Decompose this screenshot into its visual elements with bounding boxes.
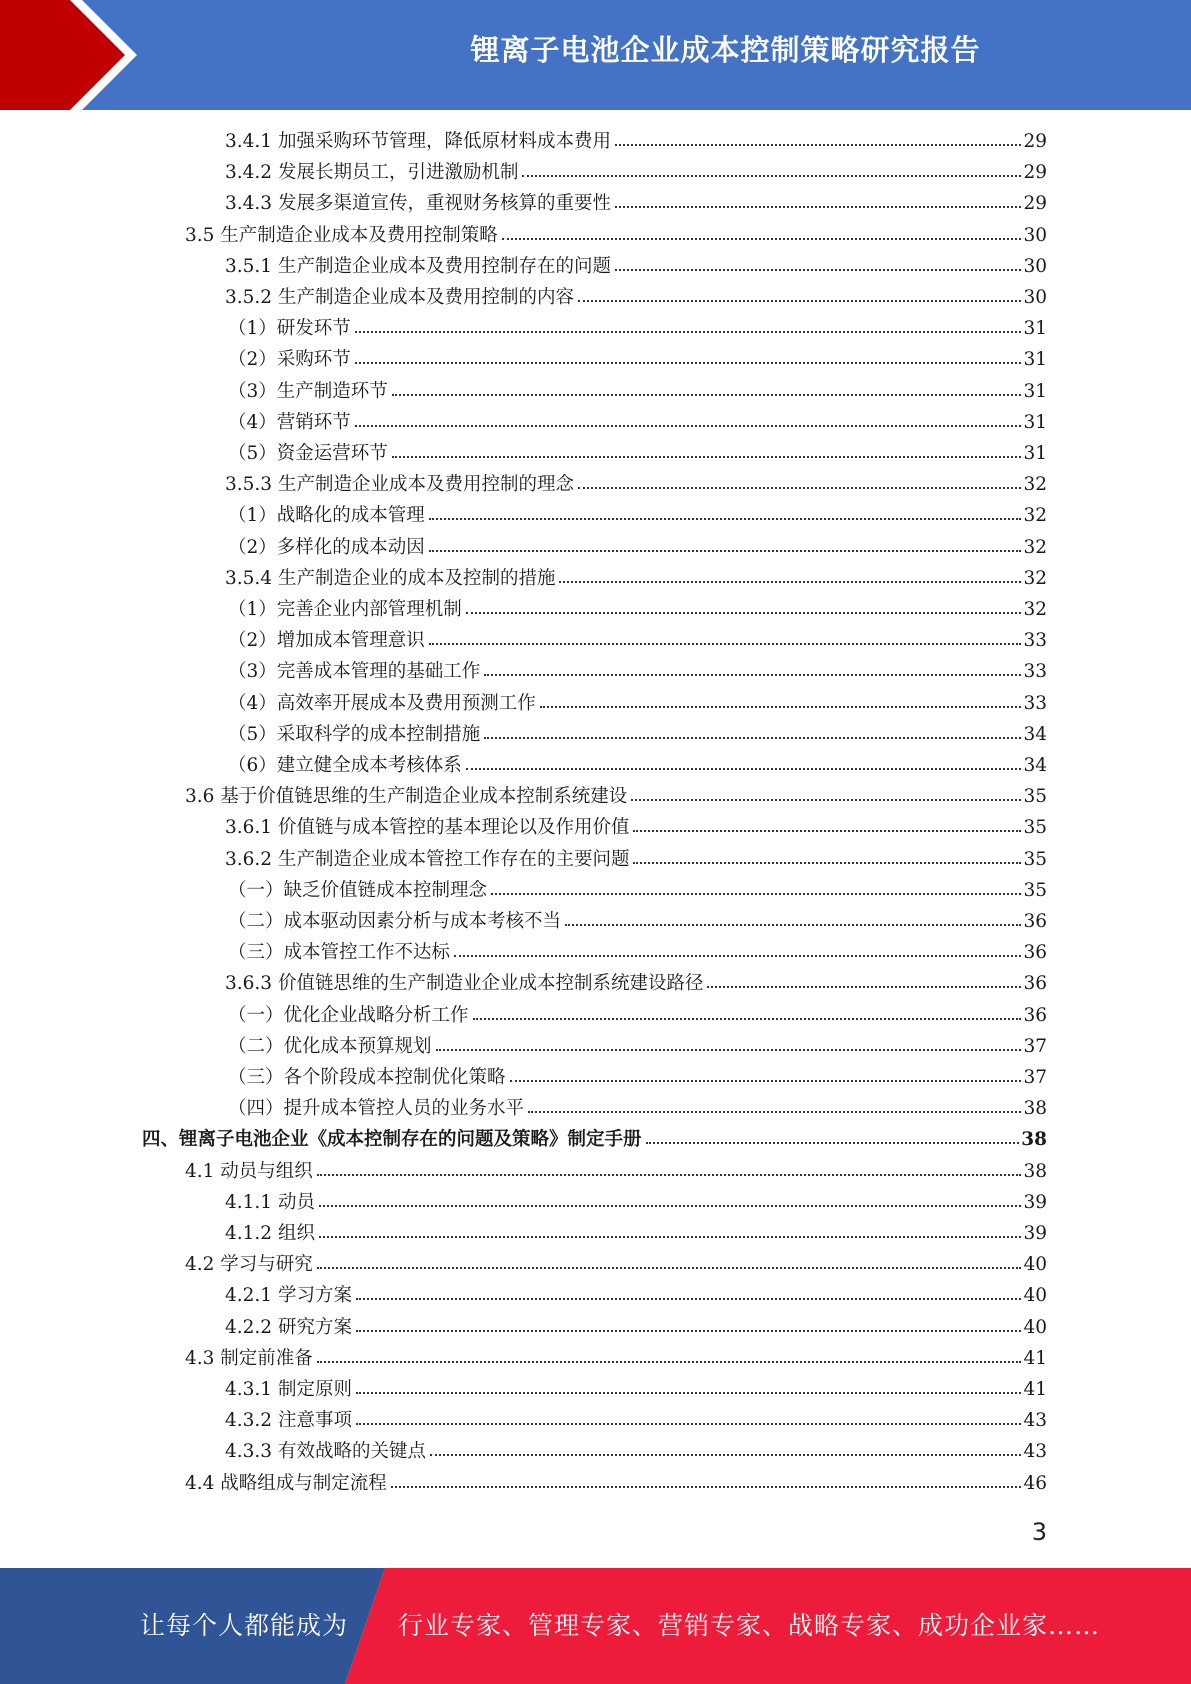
dot-leader	[578, 300, 1021, 302]
dot-leader	[317, 1267, 1022, 1269]
toc-entry[interactable]	[225, 564, 1047, 595]
toc-entry-title: （6）建立健全成本考核体系	[228, 755, 462, 776]
toc-entry-page: 30	[1023, 287, 1047, 308]
toc-entry[interactable]	[228, 1032, 1047, 1063]
report-title: 锂离子电池企业成本控制策略研究报告	[470, 33, 981, 67]
dot-leader	[484, 737, 1021, 739]
toc-entry[interactable]	[225, 1219, 1047, 1250]
toc-entry[interactable]	[228, 907, 1047, 938]
toc-entry[interactable]	[185, 1469, 1047, 1500]
toc-entry-title: （5）资金运营环节	[228, 443, 388, 464]
toc-entry[interactable]	[185, 782, 1047, 813]
toc-entry[interactable]	[228, 314, 1047, 345]
toc-entry-page: 38	[1021, 1129, 1047, 1151]
toc-entry[interactable]	[225, 845, 1047, 876]
dot-leader	[615, 144, 1021, 146]
dot-leader	[559, 581, 1021, 583]
page-header	[0, 0, 1191, 110]
toc-entry-title: 4.2.1 学习方案	[225, 1285, 352, 1307]
toc-entry-page: 36	[1023, 911, 1047, 932]
toc-entry-title: （四）提升成本管控人员的业务水平	[228, 1098, 525, 1120]
toc-entry-title: 4.1.2 组织	[225, 1223, 315, 1244]
toc-entry-title: 4.3.1 制定原则	[225, 1379, 352, 1400]
toc-entry-page: 37	[1023, 1035, 1047, 1057]
toc-entry[interactable]	[225, 189, 1047, 220]
dot-leader	[540, 706, 1022, 708]
toc-entry[interactable]	[228, 876, 1047, 907]
dot-leader	[392, 456, 1022, 458]
toc-entry-page: 30	[1023, 224, 1047, 246]
toc-entry-title: （二）成本驱动因素分析与成本考核不当	[228, 911, 562, 932]
toc-entry-title: 4.2.2 研究方案	[225, 1316, 352, 1338]
toc-entry-title: （2）采购环节	[228, 349, 351, 371]
toc-entry-title: 3.6.2 生产制造企业成本管控工作存在的主要问题	[225, 848, 630, 870]
toc-entry[interactable]	[228, 938, 1047, 969]
toc-entry-page: 38	[1023, 1160, 1047, 1182]
toc-entry-page: 43	[1023, 1410, 1047, 1432]
toc-entry-title: （三）各个阶段成本控制优化策略	[228, 1067, 506, 1088]
dot-leader	[356, 1298, 1022, 1300]
dot-leader	[473, 1018, 1022, 1020]
toc-entry-page: 29	[1023, 162, 1047, 184]
toc-entry-page: 35	[1023, 848, 1047, 870]
toc-entry-title: （3）完善成本管理的基础工作	[228, 661, 481, 683]
toc-entry-page: 39	[1023, 1223, 1047, 1244]
toc-entry[interactable]	[225, 158, 1047, 189]
toc-entry-title: （1）战略化的成本管理	[228, 505, 425, 527]
toc-entry-title: 3.5.3 生产制造企业成本及费用控制的理念	[225, 474, 574, 496]
page-footer	[0, 1568, 1191, 1684]
toc-entry[interactable]	[225, 1437, 1047, 1468]
toc-entry-title: 3.5.1 生产制造企业成本及费用控制存在的问题	[225, 255, 611, 277]
dot-leader	[391, 1486, 1022, 1488]
red-chevron-icon	[0, 0, 160, 110]
toc-entry-title: 4.2 学习与研究	[185, 1254, 313, 1276]
toc-entry-page: 36	[1023, 1004, 1047, 1026]
toc-entry[interactable]	[225, 1375, 1047, 1406]
toc-entry-title: 4.3.3 有效战略的关键点	[225, 1441, 426, 1463]
toc-entry[interactable]	[228, 595, 1047, 626]
dot-leader	[528, 1111, 1021, 1113]
toc-entry[interactable]	[225, 969, 1047, 1000]
dot-leader	[633, 862, 1021, 864]
toc-entry-page: 32	[1023, 567, 1047, 589]
dot-leader	[646, 1142, 1020, 1144]
toc-entry[interactable]	[228, 626, 1047, 657]
dot-leader	[615, 206, 1021, 208]
toc-entry-page: 31	[1023, 380, 1047, 402]
toc-entry-title: 3.5.2 生产制造企业成本及费用控制的内容	[225, 287, 574, 308]
toc-entry-title: 3.6.3 价值链思维的生产制造业企业成本控制系统建设路径	[225, 973, 704, 995]
toc-entry-page: 30	[1023, 255, 1047, 277]
toc-entry[interactable]	[228, 751, 1047, 782]
dot-leader	[522, 175, 1021, 177]
toc-entry[interactable]	[185, 1157, 1047, 1188]
toc-entry[interactable]	[228, 345, 1047, 376]
toc-entry-title: 3.4.2 发展长期员工，引进激励机制	[225, 162, 519, 184]
toc-entry-page: 32	[1023, 599, 1047, 620]
dot-leader	[466, 768, 1022, 770]
toc-entry-page: 29	[1023, 131, 1047, 152]
dot-leader	[633, 830, 1021, 832]
page-number: 3	[1031, 1518, 1047, 1546]
toc-entry[interactable]	[228, 720, 1047, 751]
toc-entry[interactable]	[185, 1250, 1047, 1281]
toc-entry-title: （一）优化企业战略分析工作	[228, 1004, 469, 1026]
toc-entry-page: 36	[1023, 973, 1047, 995]
toc-entry-page: 40	[1023, 1285, 1047, 1307]
dot-leader	[355, 425, 1022, 427]
dot-leader	[392, 394, 1022, 396]
toc-entry-title: 4.4 战略组成与制定流程	[185, 1472, 387, 1494]
toc-entry[interactable]	[225, 813, 1047, 844]
dot-leader	[430, 1454, 1021, 1456]
toc-entry-page: 43	[1023, 1441, 1047, 1463]
toc-entry[interactable]	[225, 1188, 1047, 1219]
toc-entry-title: （4）高效率开展成本及费用预测工作	[228, 692, 536, 714]
toc-entry-page: 36	[1023, 942, 1047, 964]
toc-entry-title: 4.3 制定前准备	[185, 1347, 313, 1369]
toc-entry-page: 41	[1023, 1347, 1047, 1369]
dot-leader	[317, 1361, 1022, 1363]
toc-entry-page: 29	[1023, 193, 1047, 215]
dot-leader	[355, 362, 1022, 364]
toc-entry[interactable]	[225, 283, 1047, 314]
toc-entry-page: 33	[1023, 661, 1047, 683]
toc-entry[interactable]	[225, 470, 1047, 501]
footer-slogan-right: 行业专家、管理专家、营销专家、战略专家、成功企业家……	[398, 1611, 1101, 1640]
toc-entry[interactable]	[225, 1313, 1047, 1344]
toc-entry-title: 4.3.2 注意事项	[225, 1410, 352, 1432]
dot-leader	[510, 1080, 1022, 1082]
toc-entry-title: （2）多样化的成本动因	[228, 536, 425, 558]
toc-entry-page: 34	[1023, 755, 1047, 776]
toc-entry-page: 33	[1023, 692, 1047, 714]
toc-entry-page: 37	[1023, 1067, 1047, 1088]
toc-entry-page: 40	[1023, 1316, 1047, 1338]
toc-entry-page: 31	[1023, 349, 1047, 371]
toc-entry-title: 3.5 生产制造企业成本及费用控制策略	[185, 224, 498, 246]
toc-entry[interactable]	[142, 1125, 1047, 1156]
toc-entry-title: （二）优化成本预算规划	[228, 1035, 432, 1057]
toc-entry[interactable]	[228, 501, 1047, 532]
toc-entry[interactable]	[228, 657, 1047, 688]
toc-entry-title: （3）生产制造环节	[228, 380, 388, 402]
toc-entry-page: 32	[1023, 505, 1047, 527]
toc-entry[interactable]	[228, 439, 1047, 470]
footer-slogan-left: 让每个人都能成为	[140, 1611, 349, 1640]
dot-leader	[631, 799, 1021, 801]
dot-leader	[466, 612, 1022, 614]
toc-entry[interactable]	[228, 689, 1047, 720]
toc-entry-page: 35	[1023, 786, 1047, 808]
toc-entry[interactable]	[228, 1094, 1047, 1125]
toc-entry-page: 32	[1023, 474, 1047, 496]
toc-entry-page: 34	[1023, 723, 1047, 745]
toc-entry-title: （三）成本管控工作不达标	[228, 942, 451, 964]
toc-entry-page: 31	[1023, 443, 1047, 464]
toc-entry-title: 3.6.1 价值链与成本管控的基本理论以及作用价值	[225, 817, 630, 839]
dot-leader	[356, 1392, 1022, 1394]
toc-entry-title: 四、锂离子电池企业《成本控制存在的问题及策略》制定手册	[142, 1129, 642, 1151]
dot-leader	[502, 238, 1022, 240]
dot-leader	[578, 487, 1021, 489]
toc-entry-page: 46	[1023, 1472, 1047, 1494]
toc-entry-title: （1）研发环节	[228, 318, 351, 340]
toc-entry-title: 3.4.3 发展多渠道宣传，重视财务核算的重要性	[225, 193, 611, 215]
dot-leader	[319, 1205, 1022, 1207]
toc-entry-page: 35	[1023, 817, 1047, 839]
toc-entry-page: 32	[1023, 536, 1047, 558]
toc-entry[interactable]	[228, 1001, 1047, 1032]
toc-entry-title: （2）增加成本管理意识	[228, 630, 425, 652]
toc-entry-title: （1）完善企业内部管理机制	[228, 599, 462, 620]
toc-entry[interactable]	[185, 1344, 1047, 1375]
toc-entry-title: 4.1.1 动员	[225, 1191, 315, 1213]
toc-entry-page: 38	[1023, 1098, 1047, 1120]
toc-entry[interactable]	[228, 533, 1047, 564]
toc-entry-page: 41	[1023, 1379, 1047, 1400]
dot-leader	[355, 331, 1022, 333]
dot-leader	[615, 269, 1021, 271]
toc-entry-page: 35	[1023, 879, 1047, 901]
toc-entry-page: 31	[1023, 411, 1047, 433]
dot-leader	[429, 518, 1022, 520]
toc-entry-title: （4）营销环节	[228, 411, 351, 433]
dot-leader	[319, 1236, 1022, 1238]
toc-entry-title: 3.6 基于价值链思维的生产制造企业成本控制系统建设	[185, 786, 628, 808]
toc-entry-title: （一）缺乏价值链成本控制理念	[228, 879, 488, 901]
toc-entry[interactable]	[225, 127, 1047, 158]
toc-entry-page: 31	[1023, 318, 1047, 340]
dot-leader	[565, 924, 1021, 926]
toc-entry[interactable]	[225, 1406, 1047, 1437]
toc-entry[interactable]	[185, 221, 1047, 252]
dot-leader	[429, 643, 1022, 645]
toc-entry[interactable]	[225, 1281, 1047, 1312]
dot-leader	[707, 986, 1021, 988]
dot-leader	[429, 550, 1022, 552]
toc-entry-title: 4.1 动员与组织	[185, 1160, 313, 1182]
dot-leader	[436, 1049, 1022, 1051]
dot-leader	[356, 1423, 1022, 1425]
dot-leader	[317, 1174, 1022, 1176]
toc-entry[interactable]	[228, 377, 1047, 408]
dot-leader	[484, 674, 1021, 676]
dot-leader	[356, 1330, 1022, 1332]
toc-entry[interactable]	[225, 252, 1047, 283]
toc-entry-title: 3.4.1 加强采购环节管理，降低原材料成本费用	[225, 131, 611, 152]
toc-entry-page: 39	[1023, 1191, 1047, 1213]
toc-entry-page: 40	[1023, 1254, 1047, 1276]
toc-entry-page: 33	[1023, 630, 1047, 652]
toc-entry-title: （5）采取科学的成本控制措施	[228, 723, 481, 745]
toc-entry-title: 3.5.4 生产制造企业的成本及控制的措施	[225, 567, 556, 589]
toc-entry[interactable]	[228, 408, 1047, 439]
toc-entry[interactable]	[228, 1063, 1047, 1094]
dot-leader	[454, 955, 1021, 957]
dot-leader	[491, 893, 1021, 895]
